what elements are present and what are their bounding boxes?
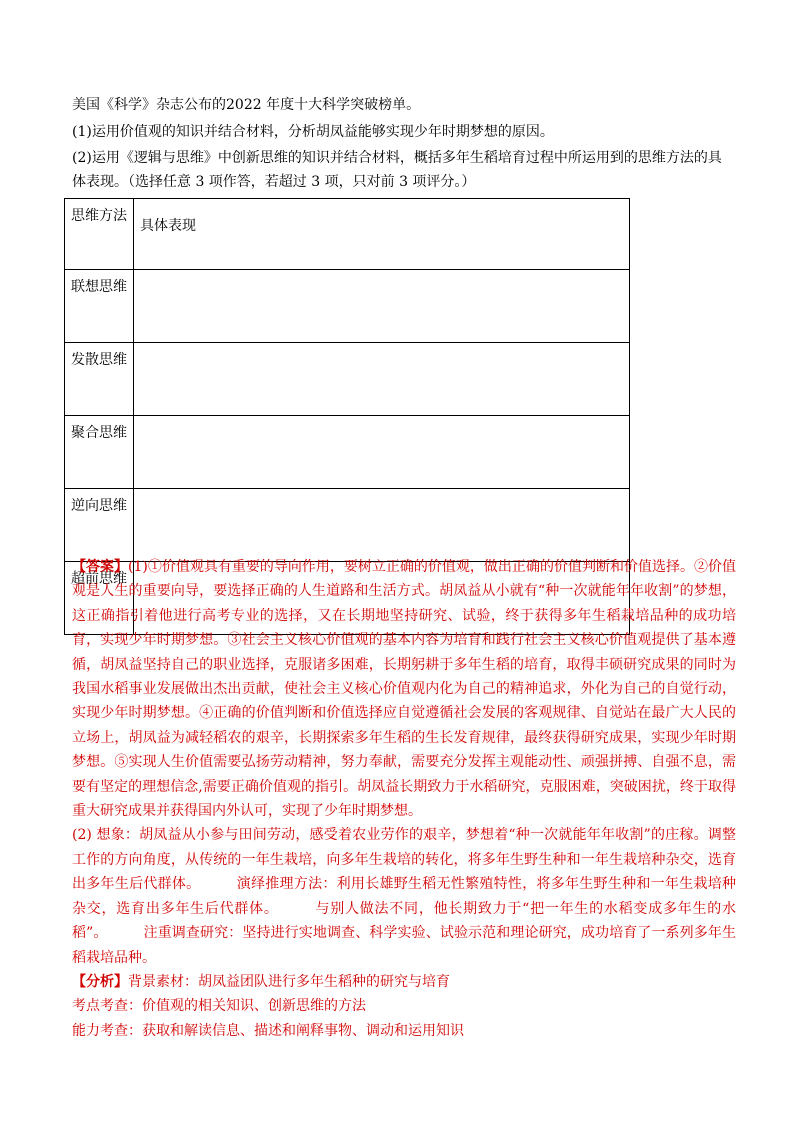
answer-part-1-text: (1)①价值观具有重要的导向作用，要树立正确的价值观，做出正确的价值判断和价值选择。②价值观是人生的重要向导，要选择正确的人生道路和生活方式。胡凤益从小就有“种一次就能年年收割”的梦想，这正确指引着他进行高考专业的选择，又在长期地坚持研究、试验，终于获得多年生稻栽培品种的成功培育，实现少年时期梦想。③社会主义核心价值观的基本内容为培育和践行社会主义核心价值观提供了基本遵循，胡凤益坚持自己的职业选择，克服诸多困难，长期躬耕于多年生稻的培育，取得丰硕研究成果的同时为我国水稻事业发展做出杰出贡献，使社会主义核心价值观内化为自己的精神追求，外化为自己的自觉行动，实现少年时期梦想。④正确的价值判断和价值选择应自觉遵循社会发展的客观规律、自觉站在最广大人民的立场上，胡凤益为减轻稻农的艰辛，长期探索多年生稻的生长发育规律，最终获得研究成果，实现少年时期梦想。⑤实现人生价值需要弘扬劳动精神，努力奉献，需要充分发挥主观能动性、顽强拼搏、自强不息，需要有坚定的理想信念,需要正确价值观的指引。胡凤益长期致力于水稻研究，克服困难，突破困扰，终于取得重大研究成果并获得国内外认可，实现了少年时期梦想。 <box>72 559 736 820</box>
method-cell: 联想思维 <box>65 270 134 343</box>
expression-cell[interactable] <box>134 416 630 489</box>
method-cell: 逆向思维 <box>65 489 134 562</box>
answer-tag: 【答案】 <box>72 559 129 575</box>
method-cell: 发散思维 <box>65 343 134 416</box>
method-cell: 超前思维 <box>65 562 134 635</box>
expression-cell[interactable] <box>134 270 630 343</box>
expression-cell[interactable] <box>134 343 630 416</box>
answer-part-2-seg-4: 注重调查研究：坚持进行实地调查、科学实验、试验示范和理论研究，成功培育了一系列多年生稻栽培品种。 <box>72 925 736 966</box>
question-intro-line: 美国《科学》杂志公布的2022 年度十大科学突破榜单。 <box>72 97 421 113</box>
question-part-1: (1)运用价值观的知识并结合材料，分析胡凤益能够实现少年时期梦想的原因。 <box>72 124 554 140</box>
answer-part-2-seg-1: (2) 想象：胡凤益从小参与田间劳动，感受着农业劳作的艰辛，梦想着“种一次就能年年收割”的庄稼。调整工作的方向角度，从传统的一年生栽培，向多年生栽培的转化，将多年生野生种和一年生栽培种杂交，选育出多年生后代群体。 <box>72 827 736 893</box>
header-method-cell: 思维方法 <box>65 199 134 270</box>
nengli-line: 能力考查：获取和解读信息、描述和阐释事物、调动和运用知识 <box>72 1022 464 1039</box>
answer-part-1 <box>72 555 736 823</box>
answer-part-2 <box>72 823 736 969</box>
analysis-text: 背景素材：胡凤益团队进行多年生稻种的研究与培育 <box>128 973 450 990</box>
analysis-line <box>72 970 736 994</box>
kaodian-line: 考点考查：价值观的相关知识、创新思维的方法 <box>72 998 366 1015</box>
analysis-tag: 【分析】 <box>72 973 128 990</box>
table-row <box>65 489 630 562</box>
answer-section <box>72 555 736 1043</box>
answer-part-2-seg-3: 与别人做法不同，他长期致力于“把一年生的水稻变成多年生的水稻”。 <box>72 900 737 942</box>
expression-cell[interactable] <box>134 489 630 562</box>
table-row <box>65 416 630 489</box>
question-part-2-line-2: 体表现。（选择任意 3 项作答，若超过 3 项，只对前 3 项评分。） <box>72 174 476 190</box>
table-header-row <box>65 199 630 270</box>
method-cell: 聚合思维 <box>65 416 134 489</box>
question-part-2-line-1: (2)运用《逻辑与思维》中创新思维的知识并结合材料，概括多年生稻培育过程中所运用到的思维方法的具 <box>72 150 722 166</box>
table-row <box>65 270 630 343</box>
header-expression-cell: 具体表现 <box>134 199 630 270</box>
table-row <box>65 343 630 416</box>
answer-part-2-seg-2: 演绎推理方法：利用长雄野生稻无性繁殖特性，将多年生野生种和一年生栽培种杂交，选育出多年生后代群体。 <box>72 876 737 917</box>
